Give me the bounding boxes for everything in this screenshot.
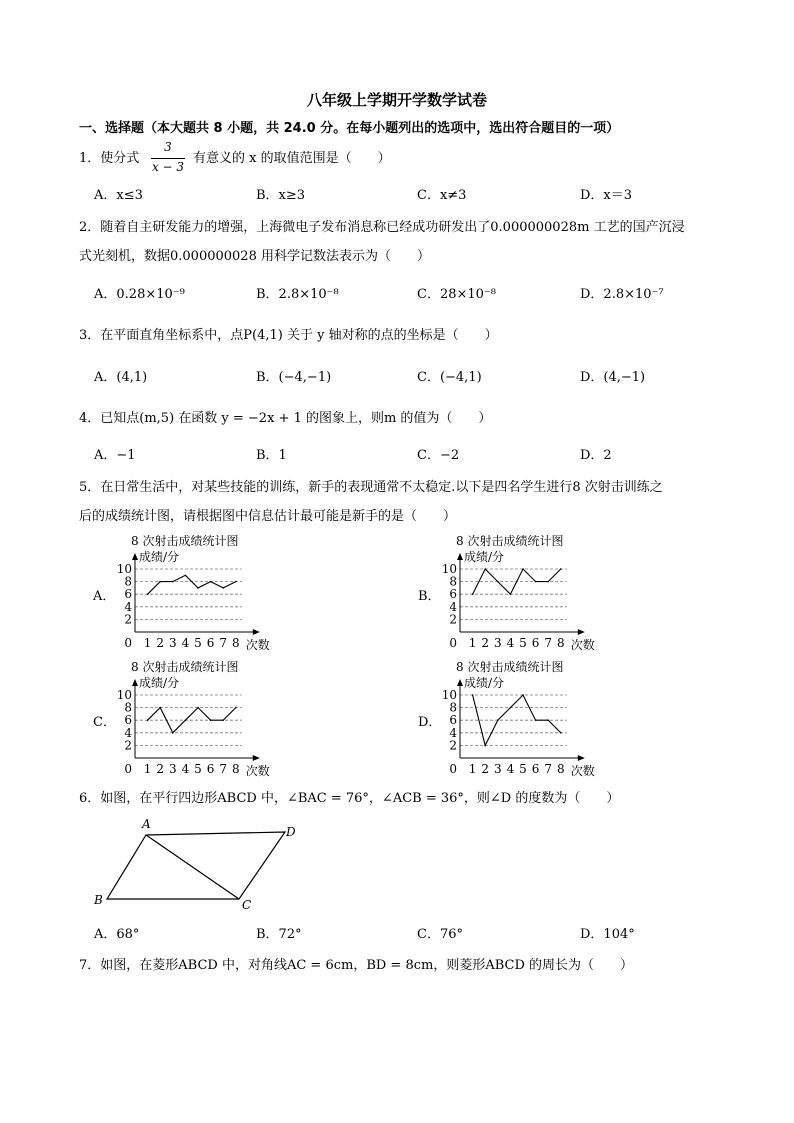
chart-1-y-tick-label: 6 (449, 587, 457, 602)
q5-stem-line1: 5．在日常生活中，对某些技能的训练，新手的表现通常不太稳定.以下是四名学生进行8 次射击训练之 (79, 480, 663, 495)
chart-3-x-tick-label: 5 (519, 762, 527, 776)
chart-0-series-line (148, 575, 236, 594)
q5-charts (0, 535, 794, 785)
diagonal-ac (146, 835, 239, 899)
chart-0-y-tick-label: 2 (124, 612, 132, 627)
q2-option-b[interactable]: B．2.8×10⁻⁸ (256, 287, 339, 302)
chart-2-x-axis-arrow (253, 755, 260, 761)
chart-2-x-tick-label: 2 (156, 762, 165, 776)
chart-0-x-tick-label: 5 (194, 636, 202, 650)
chart-0-data-point (147, 593, 149, 595)
q2-option-a[interactable]: A．0.28×10⁻⁹ (94, 287, 185, 302)
chart-2-data-point (197, 707, 199, 709)
chart-3-x-axis-label: 次数 (570, 764, 595, 778)
chart-1-data-point (497, 581, 499, 583)
chart-1-y-axis-arrow (457, 553, 463, 560)
chart-3-x-tick-label: 3 (493, 762, 502, 776)
chart-3-title: 8 次射击成绩统计图 (456, 660, 564, 674)
chart-0-x-axis-label: 次数 (245, 638, 270, 652)
q2-stem-line1: 2．随着自主研发能力的增强，上海微电子发布消息称已经成功研发出了0.000000028m 工艺的国产沉浸 (79, 220, 685, 235)
chart-1-x-tick-label: 1 (468, 636, 477, 650)
q2-stem-line2: 式光刻机，数据0.000000028 用科学记数法表示为（ ） (79, 249, 430, 264)
chart-3-data-point (547, 719, 549, 721)
chart-0-x-tick-label: 7 (219, 636, 228, 650)
chart-0-x-axis-arrow (253, 629, 260, 635)
chart-3-data-point (497, 719, 499, 721)
chart-2-y-axis-arrow (132, 679, 138, 686)
chart-2-data-point (235, 707, 237, 709)
q6-stem: 6．如图，在平行四边形ABCD 中，∠BAC = 76°，∠ACB = 36°，则∠D 的度数为（ ） (79, 791, 620, 806)
chart-3-origin-label: 0 (449, 762, 457, 776)
chart-3-data-point (484, 745, 486, 747)
chart-2-data-point (222, 719, 224, 721)
chart-3-y-tick-label: 2 (449, 738, 457, 753)
q7-stem: 7．如图，在菱形ABCD 中，对角线AC = 6cm，BD = 8cm，则菱形ABCD 的周长为（ ） (79, 958, 634, 973)
chart-3-y-tick-label: 6 (449, 713, 457, 728)
chart-1-x-tick-label: 3 (493, 636, 502, 650)
q1-option-c[interactable]: C．x≠3 (417, 188, 467, 203)
chart-1-x-axis-arrow (578, 629, 585, 635)
chart-0-data-point (172, 581, 174, 583)
chart-3-y-tick-label: 8 (449, 700, 457, 715)
q1-stem-pre: 1．使分式 (79, 151, 140, 166)
chart-2-data-point (172, 732, 174, 734)
chart-3-data-point (522, 694, 524, 696)
chart-3-x-axis-arrow (578, 755, 585, 761)
chart-1-x-tick-label: 5 (519, 636, 527, 650)
chart-0-y-tick-label: 4 (124, 599, 132, 614)
chart-2-x-tick-label: 4 (181, 762, 190, 776)
q1-option-d[interactable]: D．x＝3 (580, 188, 633, 203)
chart-1-origin-label: 0 (449, 636, 457, 650)
chart-0-x-tick-label: 6 (206, 636, 215, 650)
vertex-label-a: A (142, 817, 151, 831)
chart-3-data-point (535, 719, 537, 721)
chart-1-x-tick-label: 2 (481, 636, 490, 650)
chart-0-y-tick-label: 8 (124, 574, 132, 589)
chart-0-data-point (197, 587, 199, 589)
parallelogram-outline (107, 832, 285, 899)
chart-3-x-tick-label: 7 (544, 762, 553, 776)
chart-0-x-tick-label: 2 (156, 636, 165, 650)
chart-2-y-axis-label: 成绩/分 (139, 676, 180, 690)
chart-0-option-label: A． (93, 589, 116, 604)
chart-3-x-tick-label: 4 (506, 762, 515, 776)
chart-0-data-point (222, 587, 224, 589)
chart-0-data-point (159, 581, 161, 583)
chart-0-x-tick-label: 1 (143, 636, 152, 650)
chart-0-y-tick-label: 6 (124, 587, 132, 602)
q4-option-d[interactable]: D．2 (580, 448, 612, 463)
q1-option-b[interactable]: B．x≥3 (256, 188, 306, 203)
chart-2-data-point (147, 719, 149, 721)
chart-1-y-tick-label: 2 (449, 612, 457, 627)
chart-3-data-point (472, 694, 474, 696)
chart-2-y-tick-label: 2 (124, 738, 132, 753)
q6-option-d[interactable]: D．104° (580, 927, 635, 942)
chart-1-data-point (484, 568, 486, 570)
chart-2-title: 8 次射击成绩统计图 (131, 660, 239, 674)
q5-stem-line2: 后的成绩统计图，请根据图中信息估计最可能是新手的是（ ） (79, 509, 457, 524)
chart-1-x-tick-label: 4 (506, 636, 515, 650)
chart-3-x-tick-label: 6 (531, 762, 540, 776)
q2-option-c[interactable]: C．28×10⁻⁸ (417, 287, 496, 302)
q1-fraction-numerator: 3 (164, 140, 172, 154)
q6-option-a[interactable]: A．68° (94, 927, 140, 942)
q6-parallelogram-figure (90, 816, 410, 916)
chart-2-origin-label: 0 (124, 762, 132, 776)
q6-option-c[interactable]: C．76° (417, 927, 463, 942)
q4-option-c[interactable]: C．−2 (417, 448, 460, 463)
q4-option-a[interactable]: A．−1 (94, 448, 136, 463)
chart-3-x-tick-label: 2 (481, 762, 490, 776)
chart-1-data-point (522, 568, 524, 570)
chart-2-x-axis-label: 次数 (245, 764, 270, 778)
chart-0-data-point (185, 575, 187, 577)
vertex-label-d: D (286, 825, 296, 839)
chart-1-y-axis-label: 成绩/分 (464, 550, 505, 564)
page-title: 八年级上学期开学数学试卷 (306, 91, 487, 109)
chart-1-y-tick-label: 10 (441, 562, 457, 576)
chart-1-data-point (535, 581, 537, 583)
chart-0-title: 8 次射击成绩统计图 (131, 535, 239, 548)
q2-option-d[interactable]: D．2.8×10⁻⁷ (580, 287, 664, 302)
chart-0-y-axis-arrow (132, 553, 138, 560)
chart-3-data-point (560, 732, 562, 734)
chart-1-y-tick-label: 4 (449, 599, 457, 614)
q6-option-b[interactable]: B．72° (256, 927, 302, 942)
chart-2-x-tick-label: 7 (219, 762, 228, 776)
chart-2-data-point (185, 719, 187, 721)
vertex-label-c: C (242, 898, 252, 912)
chart-0-data-point (235, 581, 237, 583)
chart-1-title: 8 次射击成绩统计图 (456, 535, 564, 548)
chart-0-x-tick-label: 3 (168, 636, 177, 650)
q1-option-a[interactable]: A．x≤3 (94, 188, 143, 203)
chart-2-x-tick-label: 1 (143, 762, 152, 776)
chart-1-data-point (510, 593, 512, 595)
chart-2-option-label: C． (93, 715, 116, 730)
q1-stem-post: 有意义的 x 的取值范围是（ ） (193, 151, 391, 166)
q3-option-a[interactable]: A．(4,1) (94, 370, 148, 385)
chart-2-data-point (210, 719, 212, 721)
chart-0-x-tick-label: 4 (181, 636, 190, 650)
chart-1-y-tick-label: 8 (449, 574, 457, 589)
section-heading: 一、选择题（本大题共 8 小题，共 24.0 分。在每小题列出的选项中，选出符合题目的一项） (79, 121, 620, 136)
chart-3-option-label: D． (418, 715, 442, 730)
chart-1-x-tick-label: 8 (556, 636, 565, 650)
q3-stem: 3．在平面直角坐标系中，点P(4,1) 关于 y 轴对称的点的坐标是（ ） (79, 328, 498, 343)
chart-2-y-tick-label: 8 (124, 700, 132, 715)
chart-0-y-axis-label: 成绩/分 (139, 550, 180, 564)
chart-2-y-tick-label: 4 (124, 725, 132, 740)
chart-3-x-tick-label: 8 (556, 762, 565, 776)
chart-3-data-point (510, 707, 512, 709)
chart-1-data-point (472, 593, 474, 595)
chart-3-x-tick-label: 1 (468, 762, 477, 776)
chart-2-y-tick-label: 10 (116, 688, 132, 702)
chart-0-data-point (210, 581, 212, 583)
chart-2-x-tick-label: 5 (194, 762, 202, 776)
chart-3-y-axis-label: 成绩/分 (464, 676, 505, 690)
chart-3-y-axis-arrow (457, 679, 463, 686)
chart-1-x-tick-label: 6 (531, 636, 540, 650)
vertex-label-b: B (94, 893, 103, 907)
chart-2-x-tick-label: 8 (231, 762, 240, 776)
chart-0-origin-label: 0 (124, 636, 132, 650)
q3-option-c[interactable]: C．(−4,1) (417, 370, 482, 385)
chart-1-option-label: B． (418, 589, 441, 604)
q3-option-b[interactable]: B．(−4,−1) (256, 370, 332, 385)
chart-3-y-tick-label: 10 (441, 688, 457, 702)
q4-stem: 4．已知点(m,5) 在函数 y = −2x + 1 的图象上，则m 的值为（ ） (79, 411, 492, 426)
chart-1-data-point (560, 568, 562, 570)
chart-3-y-tick-label: 4 (449, 725, 457, 740)
chart-2-y-tick-label: 6 (124, 713, 132, 728)
q1-fraction-bar (151, 158, 185, 159)
chart-2-data-point (159, 707, 161, 709)
chart-1-data-point (547, 581, 549, 583)
chart-1-x-axis-label: 次数 (570, 638, 595, 652)
chart-2-x-tick-label: 6 (206, 762, 215, 776)
chart-1-x-tick-label: 7 (544, 636, 553, 650)
chart-2-x-tick-label: 3 (168, 762, 177, 776)
q4-option-b[interactable]: B．1 (256, 448, 287, 463)
chart-0-y-tick-label: 10 (116, 562, 132, 576)
q1-fraction-denominator: x − 3 (151, 160, 185, 174)
q3-option-d[interactable]: D．(4,−1) (580, 370, 646, 385)
chart-0-x-tick-label: 8 (231, 636, 240, 650)
